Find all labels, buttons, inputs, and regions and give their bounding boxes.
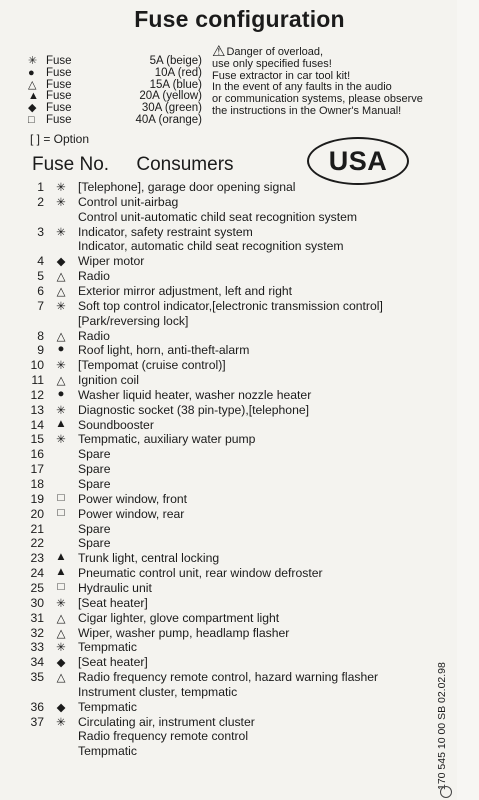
- filled-circle-icon: ●: [28, 66, 35, 79]
- fuse-rating-icon: ◆: [56, 657, 66, 670]
- fuse-number: 33: [30, 640, 44, 655]
- fuse-rating-icon: ✳: [56, 300, 66, 313]
- fuse-number: 17: [30, 462, 44, 477]
- fuse-rating-icon: ✳: [56, 360, 66, 373]
- consumer-text: Soft top control indicator,[electronic transmission control]: [78, 298, 383, 313]
- part-code: 170 545 10 00 SB 02.02.98: [436, 662, 448, 790]
- manufacturer-logo-icon: [440, 786, 452, 798]
- square-outline-icon: □: [28, 113, 35, 126]
- warning-text: the instructions in the Owner's Manual!: [212, 104, 402, 117]
- consumer-text: Spare: [78, 477, 111, 491]
- triangle-outline-icon: △: [28, 78, 37, 91]
- fuse-legend: [28, 56, 202, 127]
- fuse-number: 35: [30, 670, 44, 685]
- consumer-text: Circulating air, instrument cluster: [78, 714, 255, 729]
- fuse-rating-icon: ✳: [56, 434, 66, 447]
- consumer-text: Cigar lighter, glove compartment light: [78, 610, 280, 625]
- legend-rating: 40A (orange): [135, 113, 202, 126]
- fuse-number: 22: [30, 536, 44, 551]
- right-edge-stripe: [457, 0, 479, 800]
- fuse-number: 36: [30, 699, 44, 714]
- fuse-rating-icon: ●: [57, 387, 65, 400]
- fuse-number: 10: [30, 358, 44, 373]
- consumer-text: Spare: [78, 462, 111, 477]
- fuse-rating-icon: ✳: [56, 182, 66, 194]
- warning-text: use only specified fuses!: [212, 57, 332, 70]
- fuse-rating-icon: ◆: [56, 256, 66, 269]
- consumer-text: Wiper motor: [78, 254, 145, 269]
- consumer-text: Control unit-airbag: [78, 194, 179, 209]
- fuse-number: 3: [37, 224, 44, 239]
- consumer-text: Spare: [78, 521, 111, 536]
- table-header: [32, 154, 256, 176]
- fuse-number: 15: [30, 432, 44, 447]
- fuse-rating-icon: ▲: [55, 551, 67, 564]
- consumer-text: Spare: [78, 536, 111, 551]
- fuse-rating-icon: □: [57, 506, 65, 519]
- warning-text: or communication systems, please observe: [212, 93, 423, 106]
- fuse-rating-icon: △: [56, 271, 66, 284]
- consumer-text: Trunk light, central locking: [78, 551, 220, 566]
- legend-fuse-label: Fuse: [46, 66, 72, 79]
- fuse-number: 1: [37, 180, 44, 194]
- fuse-number: 13: [30, 402, 44, 417]
- consumer-text: Indicator, safety restraint system: [78, 224, 253, 239]
- consumer-text: Control unit-automatic child seat recognition system: [78, 209, 358, 224]
- fuse-rating-icon: ✳: [56, 196, 66, 209]
- consumer-text: [Park/reversing lock]: [78, 313, 189, 328]
- consumers-header: Consumers: [136, 154, 234, 175]
- legend-fuse-label: Fuse: [46, 55, 72, 67]
- fuse-rating-icon: △: [56, 285, 66, 298]
- fuse-number: 6: [37, 283, 44, 298]
- fuse-rating-icon: ▲: [55, 417, 67, 430]
- fuse-rating-icon: □: [57, 491, 65, 504]
- page-title: Fuse configuration: [134, 6, 345, 32]
- legend-fuse-label: Fuse: [46, 90, 72, 103]
- fuse-rating-icon: ✳: [56, 716, 66, 729]
- fuse-no-header: Fuse No.: [32, 154, 110, 175]
- fuse-rating-icon: △: [56, 672, 66, 685]
- consumer-text: Tempmatic, auxiliary water pump: [78, 432, 256, 447]
- consumer-text: Soundbooster: [78, 417, 154, 432]
- fuse-rating-icon: ✳: [56, 226, 66, 239]
- fuse-number: 32: [30, 625, 44, 640]
- consumer-text: Diagnostic socket (38 pin-type),[telephone]: [78, 402, 310, 417]
- warning-text: In the event of any faults in the audio: [212, 81, 392, 94]
- fuse-number: 23: [30, 551, 44, 566]
- consumer-text: Tempmatic: [78, 640, 137, 655]
- fuse-rating-icon: ●: [57, 343, 65, 356]
- fuse-rating-icon: △: [56, 375, 66, 388]
- consumer-text: [Telephone], garage door opening signal: [78, 180, 296, 194]
- fuse-rating-icon: □: [57, 580, 65, 593]
- legend-row: [28, 68, 202, 80]
- consumer-text: Exterior mirror adjustment, left and right: [78, 283, 293, 298]
- legend-rating: 30A (green): [141, 102, 202, 115]
- consumer-text: Radio: [78, 269, 110, 284]
- legend-rating: 5A (beige): [149, 55, 202, 67]
- fuse-number: 21: [30, 521, 44, 536]
- filled-diamond-icon: ◆: [28, 102, 37, 115]
- fuse-number: 4: [37, 254, 44, 269]
- fuse-rating-icon: △: [56, 612, 66, 625]
- fuse-rating-icon: ✳: [56, 642, 66, 655]
- legend-fuse-label: Fuse: [46, 78, 72, 91]
- fuse-number: 9: [37, 343, 44, 358]
- consumer-text: Power window, front: [78, 491, 188, 506]
- region-badge: USA: [307, 137, 409, 185]
- fuse-number: 14: [30, 417, 44, 432]
- filled-triangle-icon: ▲: [28, 90, 39, 103]
- warning-triangle-icon: ⚠: [212, 43, 226, 60]
- fuse-number: 25: [30, 580, 44, 595]
- fuse-number: 24: [30, 566, 44, 581]
- fuse-number: 19: [30, 491, 44, 506]
- consumer-text: Washer liquid heater, washer nozzle heater: [78, 387, 312, 402]
- consumer-text: Radio: [78, 328, 110, 343]
- fuse-number: 16: [30, 447, 44, 462]
- consumer-text: Radio frequency remote control, hazard warning flasher: [78, 670, 379, 685]
- fuse-number: 31: [30, 610, 44, 625]
- fuse-number: 5: [37, 269, 44, 284]
- fuse-number: 20: [30, 506, 44, 521]
- fuse-number: 18: [30, 477, 44, 491]
- fuse-number: 12: [30, 387, 44, 402]
- warning-text: Fuse extractor in car tool kit!: [212, 69, 351, 82]
- overload-warning: [212, 43, 423, 118]
- consumer-text: Roof light, horn, anti-theft-alarm: [78, 343, 250, 358]
- consumer-text: Tempmatic: [78, 744, 137, 759]
- consumer-text: Power window, rear: [78, 506, 185, 521]
- consumer-text: Tempmatic: [78, 699, 137, 714]
- consumer-text: [Tempomat (cruise control)]: [78, 358, 226, 373]
- legend-fuse-label: Fuse: [46, 113, 72, 126]
- warning-line: [212, 106, 423, 118]
- fuse-rating-icon: ✳: [56, 597, 66, 610]
- fuse-number: 7: [37, 298, 44, 313]
- warning-text: Danger of overload,: [226, 46, 324, 58]
- consumer-text: Spare: [78, 447, 111, 462]
- fuse-number: 11: [31, 373, 44, 388]
- consumer-text: Hydraulic unit: [78, 580, 152, 595]
- fuse-rating-icon: △: [56, 627, 66, 640]
- consumer-text: Indicator, automatic child seat recognition system: [78, 239, 344, 254]
- consumer-text: Instrument cluster, tempmatic: [78, 684, 238, 699]
- legend-row: [28, 115, 202, 127]
- fuse-rating-icon: △: [56, 330, 66, 343]
- consumer-text: [Seat heater]: [78, 655, 148, 670]
- fuse-rating-icon: ▲: [55, 566, 67, 579]
- fuse-number: 8: [37, 328, 44, 343]
- consumer-text: [Seat heater]: [78, 595, 148, 610]
- legend-rating: 10A (red): [154, 66, 202, 79]
- fuse-rating-icon: ✳: [56, 404, 66, 417]
- legend-fuse-label: Fuse: [46, 102, 72, 115]
- legend-rating: 20A (yellow): [139, 90, 202, 103]
- fuse-number: 2: [37, 194, 44, 209]
- consumer-text: Wiper, washer pump, headlamp flasher: [78, 625, 290, 640]
- legend-rating: 15A (blue): [149, 78, 202, 91]
- asterisk-icon: ✳: [28, 55, 38, 67]
- option-note: [ ] = Option: [30, 132, 90, 146]
- fuse-number: 34: [30, 655, 44, 670]
- fuse-number: 30: [30, 595, 44, 610]
- consumer-text: Pneumatic control unit, rear window defroster: [78, 566, 323, 581]
- consumer-text: Radio frequency remote control: [78, 729, 249, 744]
- fuse-rating-icon: ◆: [56, 701, 66, 714]
- fuse-number: 37: [30, 714, 44, 729]
- consumer-text: Ignition coil: [78, 373, 139, 388]
